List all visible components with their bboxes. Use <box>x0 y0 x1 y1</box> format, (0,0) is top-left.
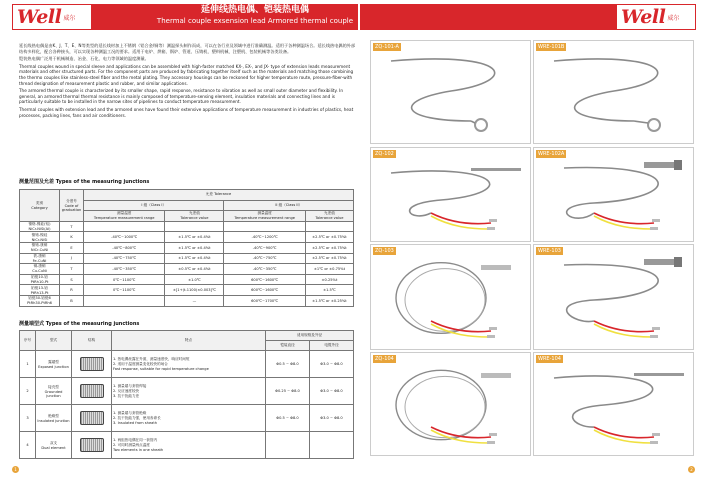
intro-cn-1: 延长线热电偶是由K、J、T、E、N等类型的延长线材加上不锈钢（铝合金/铜等）测温探头制作而成，可以在各行业及领域中进行准确测温。适用于各种测温场合。延长线热电偶的外部结构多样化，配合各种接头，可以实现各种测温工况的要求。适用于电炉、烘箱、锅炉、管道、压铸机、塑料机械、注塑机、包装机械等各类设备。 <box>19 43 356 54</box>
logo-text: Well <box>17 6 62 28</box>
tolerance-table <box>19 189 354 307</box>
product-card <box>370 352 531 456</box>
table-row <box>20 253 354 264</box>
th-category: 类别 Category <box>20 190 60 222</box>
table-row <box>20 232 354 243</box>
th-tol-1: 允差值 Tolerance value <box>165 211 224 222</box>
cell-range-2: 600℃~1600℃ <box>224 274 305 285</box>
product-code: WRE-102A <box>538 151 565 157</box>
product-code: WRE-104 <box>538 356 561 362</box>
table-row <box>20 285 354 296</box>
junction-table <box>19 330 354 459</box>
th-size: 适用规格及外径 <box>266 331 354 341</box>
thermocouple-image <box>371 353 531 456</box>
thermocouple-image <box>534 353 694 456</box>
cell-tol-2 <box>305 221 353 232</box>
th-wire: 电缆外径 <box>310 341 354 351</box>
product-code: ZQ-104 <box>375 356 394 362</box>
cell-feature: 1. 两组热电偶在同一套管内 2. 可同时测量两点温度 Two elements in one sheath <box>112 432 266 459</box>
table-row <box>20 351 354 378</box>
junction-diagram <box>80 384 104 398</box>
cell-category: 铂铑30-铂铑6 PtRh30-PtRh6 <box>20 295 60 306</box>
product-code: ZQ-103 <box>375 248 394 254</box>
product-code: WRE-101B <box>538 44 565 50</box>
cell-code: E <box>60 242 84 253</box>
cell-tol-1: ±1.0℃ <box>165 274 224 285</box>
product-card <box>533 352 694 456</box>
cell-range-2: -40℃~350℃ <box>224 264 305 275</box>
th-tol-2: 允差值 Tolerance value <box>305 211 353 222</box>
cell-code: R <box>60 285 84 296</box>
intro-cn-2: 铠装热电偶广泛用于机械制造、冶金、石化、电力等领域的温度测量。 <box>19 56 149 62</box>
cell-tol-1: ±0.5℃ or ±0.4%t <box>165 264 224 275</box>
product-card <box>370 147 531 242</box>
cell-no: 1 <box>20 351 36 378</box>
cell-range-2: 600℃~1700℃ <box>224 295 305 306</box>
cell-category: 镍铬-康铜 NiCr-CuNi <box>20 242 60 253</box>
cell-category: 铜-康铜 Cu-CuNi <box>20 264 60 275</box>
cell-wire: Φ3.0 ~ Φ8.0 <box>310 351 354 378</box>
table-row <box>20 378 354 405</box>
intro-en-1: Thermal couples wound in special sleeve and applications can be assembled with high-faster matched KX-, EX-, and JX- type of extension leads measurement materials and other structured parts. For the component parts are produced by fabricating together itself such as the materials and matching those combining the thermo couples like stainless-steel fiber and the metal plating. They accessory housings can be reckoned for higher temperature route, pressure-fiber-with thread designation of measurement plastic and rubber, and similar applications. <box>19 63 354 86</box>
cell-wire: Φ3.0 ~ Φ8.0 <box>310 378 354 405</box>
product-card <box>370 244 531 350</box>
product-code: ZQ-102 <box>375 151 394 157</box>
table-row <box>20 264 354 275</box>
logo-cn: 威尔 <box>667 14 680 22</box>
intro-text <box>19 43 357 120</box>
cell-type: 绝缘型 Insulated junction <box>36 405 72 432</box>
cell-sheath: Φ0.5 ~ Φ8.0 <box>266 405 310 432</box>
th-class-i: I 级（Class I） <box>84 200 224 211</box>
cell-category: 镍铬-镍硅(铝) NiCr-NiSi(Al) <box>20 221 60 232</box>
cell-structure <box>72 432 112 459</box>
cell-tol-1 <box>165 221 224 232</box>
product-code: WRE-103 <box>538 248 561 254</box>
table-row <box>20 405 354 432</box>
cell-tol-1: ±1.5℃ or ±0.4%t <box>165 253 224 264</box>
title-cn: 延伸线热电偶、铠装热电偶 <box>200 5 309 15</box>
cell-range-2: -40℃~900℃ <box>224 242 305 253</box>
cell-type: 露端型 Exposed junction <box>36 351 72 378</box>
cell-wire: Φ3.0 ~ Φ8.0 <box>310 405 354 432</box>
th-tolerance: 允差 Tolerance <box>84 190 354 201</box>
cell-sheath: Φ0.25 ~ Φ8.0 <box>266 378 310 405</box>
th-range-2: 测量温度 Temperature measurement range <box>224 211 305 222</box>
product-card <box>370 40 531 144</box>
cell-range-1: -40℃~350℃ <box>84 264 165 275</box>
cell-range-1: 0℃~1100℃ <box>84 285 165 296</box>
cell-range-1 <box>84 295 165 306</box>
th-code: 分度号 Code of graduation <box>60 190 84 222</box>
cell-structure <box>72 378 112 405</box>
product-code: ZQ-101-A <box>375 44 399 50</box>
company-logo-left <box>12 4 92 30</box>
table-row <box>20 432 354 459</box>
cell-structure <box>72 351 112 378</box>
th-no: 序号 <box>20 331 36 351</box>
cell-no: 2 <box>20 378 36 405</box>
table-row <box>20 295 354 306</box>
cell-tol-2: ±1℃ or ±0.75%t <box>305 264 353 275</box>
logo-text: Well <box>621 6 666 28</box>
cell-code: J <box>60 253 84 264</box>
cell-tol-2: ±1.5℃ or ±0.25%t <box>305 295 353 306</box>
logo-cn: 威尔 <box>63 14 76 22</box>
junction-diagram <box>80 438 104 452</box>
cell-range-2 <box>224 221 305 232</box>
thermocouple-image <box>371 41 531 144</box>
cell-category: 镍铬-镍硅 NiCr-NiSi <box>20 232 60 243</box>
th-sheath: 铠装直径 <box>266 341 310 351</box>
table2-title: 测量端型式 Types of the measuring junctions <box>19 321 140 327</box>
cell-tol-2: ±0.25%t <box>305 274 353 285</box>
cell-sheath <box>266 432 310 459</box>
cell-category: 铁-康铜 Fe-CuNi <box>20 253 60 264</box>
cell-range-1: -40℃~1000℃ <box>84 232 165 243</box>
thermocouple-image <box>534 41 694 144</box>
cell-tol-1: — <box>165 295 224 306</box>
cell-code: B <box>60 295 84 306</box>
cell-tol-2: ±2.5℃ or ±0.75%t <box>305 242 353 253</box>
cell-range-2: -40℃~1200℃ <box>224 232 305 243</box>
th-structure: 结构 <box>72 331 112 351</box>
intro-en-3: Thermal couples with extension lead and the armored ones have found their extensive applications of temperature measurement in industries of plastics, heat processes, packing lines, fans and air conditioners. <box>19 106 354 118</box>
cell-feature: 1. 热电偶丝露在外面，测量速度快，响应时间短 2. 适用于温度测量变化较快的场合 Fast response, suitable for rapid temperature change <box>112 351 266 378</box>
cell-no: 4 <box>20 432 36 459</box>
table-row <box>20 221 354 232</box>
cell-range-2: 600℃~1600℃ <box>224 285 305 296</box>
cell-code: T <box>60 221 84 232</box>
thermocouple-image <box>534 245 694 350</box>
cell-feature: 1. 测量端与套管绝缘 2. 抗干扰能力强，使用寿命长 3. Insulated from sheath <box>112 405 266 432</box>
cell-type: 接壳型 Grounded junction <box>36 378 72 405</box>
intro-en-2: The armored thermal couple is characterized by its smaller shape, rapid response, resistance to vibration as well as small outer diameter and flexibility. In general, an armored thermal thermal resistance is mainly composed of temperature-sensing element, insulation materials and connecting lines and is particularly suitable to be installed in the narrow sites of pipelines to conduct temperature measurement. <box>19 88 343 105</box>
th-type: 型式 <box>36 331 72 351</box>
cell-tol-2: ±1.5℃ <box>305 285 353 296</box>
table-row <box>20 242 354 253</box>
cell-tol-2: ±2.5℃ or ±0.75%t <box>305 253 353 264</box>
cell-category: 铂铑10-铂 PtRh10-Pt <box>20 274 60 285</box>
cell-code: K <box>60 232 84 243</box>
cell-range-1: -40℃~750℃ <box>84 253 165 264</box>
cell-feature: 1. 测量端与套管焊接 2. 反应速度较快 3. 抗干扰能力差 <box>112 378 266 405</box>
page-number-left: 1 <box>12 466 19 473</box>
thermocouple-image <box>534 148 694 242</box>
cell-no: 3 <box>20 405 36 432</box>
cell-tol-2: ±2.5℃ or ±0.75%t <box>305 232 353 243</box>
cell-range-1: 0℃~1100℃ <box>84 274 165 285</box>
thermocouple-image <box>371 148 531 242</box>
title-en: Thermal couple exsension lead Armored thermal couple <box>156 17 354 25</box>
thermocouple-image <box>371 245 531 350</box>
junction-diagram <box>80 357 104 371</box>
cell-tol-1: ±[1+(t-1100)×0.003]℃ <box>165 285 224 296</box>
cell-range-1 <box>84 221 165 232</box>
cell-code: S <box>60 274 84 285</box>
page-title <box>150 5 360 26</box>
product-card <box>533 244 694 350</box>
cell-range-1: -40℃~800℃ <box>84 242 165 253</box>
product-card <box>533 147 694 242</box>
table1-title: 测量范围及允差 Types of the measuring junctions <box>19 179 150 185</box>
th-range-1: 测量温度 Temperature measurement range <box>84 211 165 222</box>
cell-category: 铂铑13-铂 PtRh13-Pt <box>20 285 60 296</box>
page-number-right: 2 <box>688 466 695 473</box>
cell-sheath: Φ0.5 ~ Φ8.0 <box>266 351 310 378</box>
cell-tol-1: ±1.5℃ or ±0.4%t <box>165 232 224 243</box>
cell-tol-1: ±1.5℃ or ±0.4%t <box>165 242 224 253</box>
cell-wire <box>310 432 354 459</box>
cell-range-2: -40℃~750℃ <box>224 253 305 264</box>
th-feature: 特点 <box>112 331 266 351</box>
product-card <box>533 40 694 144</box>
cell-type: 双支 Dual element <box>36 432 72 459</box>
th-class-ii: II 级（Class II） <box>224 200 354 211</box>
cell-structure <box>72 405 112 432</box>
junction-diagram <box>80 411 104 425</box>
company-logo-right <box>616 4 696 30</box>
cell-code: T <box>60 264 84 275</box>
table-row <box>20 274 354 285</box>
